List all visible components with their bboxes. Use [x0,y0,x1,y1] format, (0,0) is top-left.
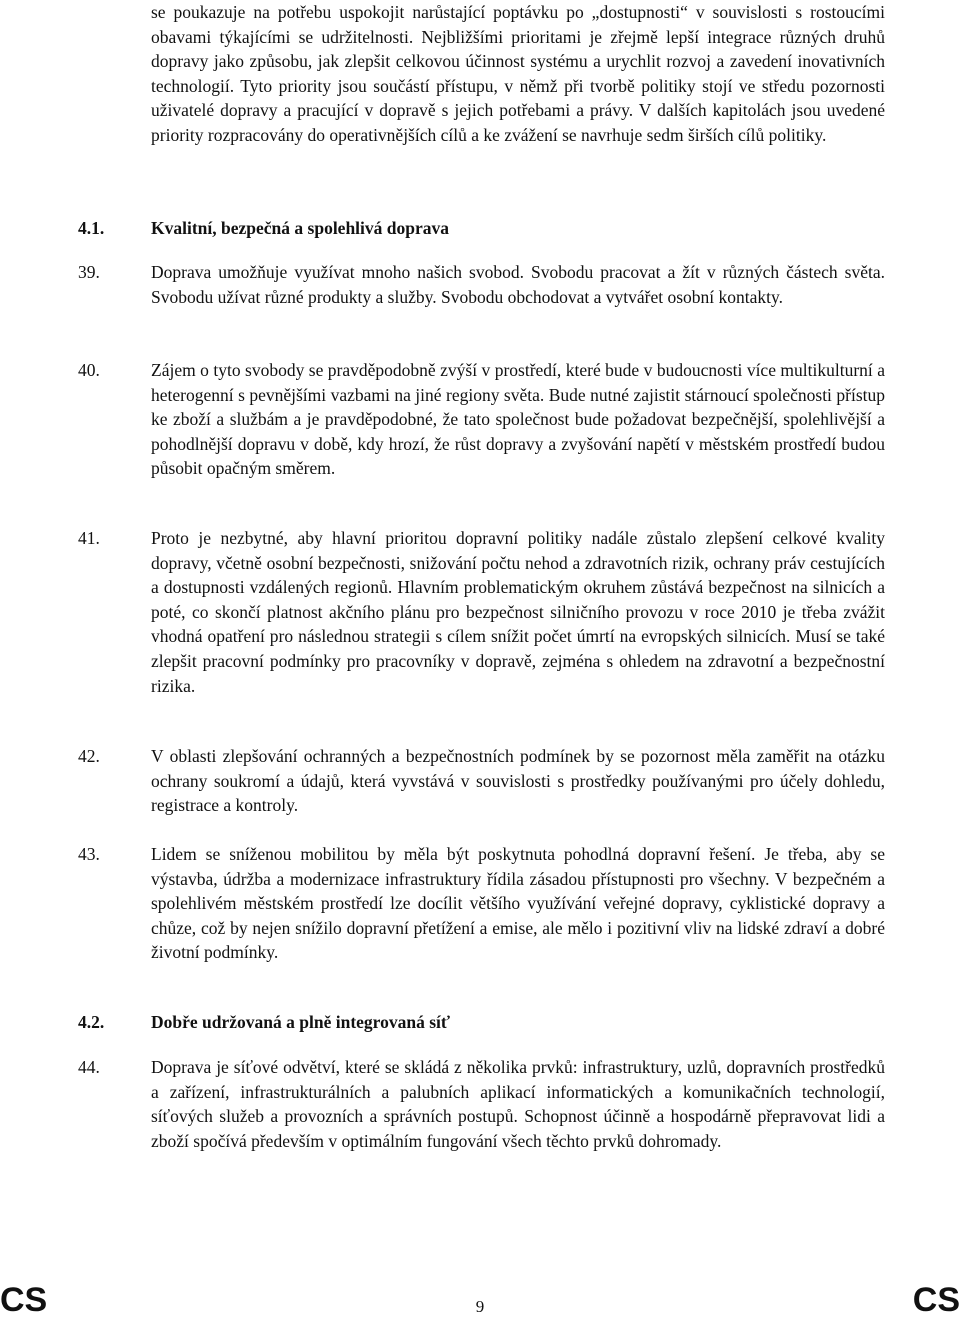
section-number: 4.2. [78,1012,105,1032]
paragraph-number: 40. [78,360,100,380]
section-title: Kvalitní, bezpečná a spolehlivá doprava [151,218,450,238]
paragraph-text: Doprava umožňuje využívat mnoho našich svobod. Svobodu pracovat a žít v různých částech světa. Svobodu užívat různé produkty a služby. Svobodu obchodovat a vytvářet osobní kontakty. [151,262,885,307]
section-title: Dobře udržovaná a plně integrovaná síť [151,1012,451,1032]
paragraph-number: 41. [78,528,100,548]
footer-page-number: 9 [475,1297,485,1316]
paragraph-number: 39. [78,262,100,282]
intro-paragraph: se poukazuje na potřebu uspokojit narůstající poptávku po „dostupnosti“ v souvislosti s rostoucími obavami týkajícími se udržitelnosti. Nejbližšími prioritami je zřejmě lepší integrace různých druhů dopravy jako způsobu, jak zlepšit celkovou účinnost systému a urychlit rozvoj a zavedení inovativních technologií. Tyto priority jsou součástí přístupu, v němž při tvorbě politiky stojí ve středu pozornosti uživatelé dopravy a pracující v dopravě s jejich potřebami a právy. V dalších kapitolách jsou uvedené priority rozpracovány do operativnějších cílů a ke zvážení se navrhuje sedm širších cílů politiky. [151,2,885,145]
paragraph-text: Proto je nezbytné, aby hlavní prioritou dopravní politiky nadále zůstalo zlepšení celkové kvality dopravy, včetně osobní bezpečnosti, snižování počtu nehod a zdravotních rizik, ochrany práv cestujících a dostupnosti vzdálených regionů. Hlavním problematickým okruhem zůstává bezpečnost na silnicích a poté, co skončí platnost akčního plánu pro bezpečnost silničního provozu v roce 2010 je třeba zvážit vhodná opatření pro následnou strategii s cílem snížit počet úmrtí na evropských silnicích. Musí se také zlepšit pracovní podmínky pro pracovníky v dopravě, zejména s ohledem na zdravotní a bezpečnostní rizika. [151,528,885,696]
paragraph-number: 44. [78,1057,100,1077]
paragraph-number: 43. [78,844,100,864]
paragraph-text: Zájem o tyto svobody se pravděpodobně zvýší v prostředí, které bude v budoucnosti více multikulturní a heterogenní s pevnějšími vazbami na jiné regiony světa. Bude nutné zajistit stárnoucí společnosti přístup ke zboží a službám a je pravděpodobné, že tato společnost bude požadovat bezpečnější, spolehlivější a pohodlnější dopravu v době, kdy hrozí, že růst dopravy a zvyšování napětí v městském prostředí budou působit opačným směrem. [151,360,885,479]
paragraph-text: V oblasti zlepšování ochranných a bezpečnostních podmínek by se pozornost měla zaměřit na otázku ochrany soukromí a údajů, která vyvstává v souvislosti s prostředky používanými pro účely dohledu, registrace a kontroly. [151,746,885,816]
paragraph-number: 42. [78,746,100,766]
footer-language-right: CS [912,1281,960,1319]
paragraph-text: Lidem se sníženou mobilitou by měla být poskytnuta pohodlná dopravní řešení. Je třeba, aby se výstavba, údržba a modernizace infrastruktury řídila zásadou přístupnosti pro všechny. V bezpečném a spolehlivém městském prostředí lze docílit většího využívání veřejné dopravy, cyklistické dopravy a chůze, což by nejen snížilo dopravní přetížení a emise, ale mělo i pozitivní vliv na lidské zdraví a dobré životní podmínky. [151,844,885,963]
section-number: 4.1. [78,218,105,238]
paragraph-text: Doprava je síťové odvětví, které se skládá z několika prvků: infrastruktury, uzlů, dopravních prostředků a zařízení, infrastrukturálních a palubních aplikací informatických a komunikačních technologií, síťových služeb a provozních a správních postupů. Schopnost účinně a hospodárně přepravovat lidi a zboží spočívá především v optimálním fungování všech těchto prvků dohromady. [151,1057,885,1151]
footer-language-left: CS [0,1281,48,1319]
